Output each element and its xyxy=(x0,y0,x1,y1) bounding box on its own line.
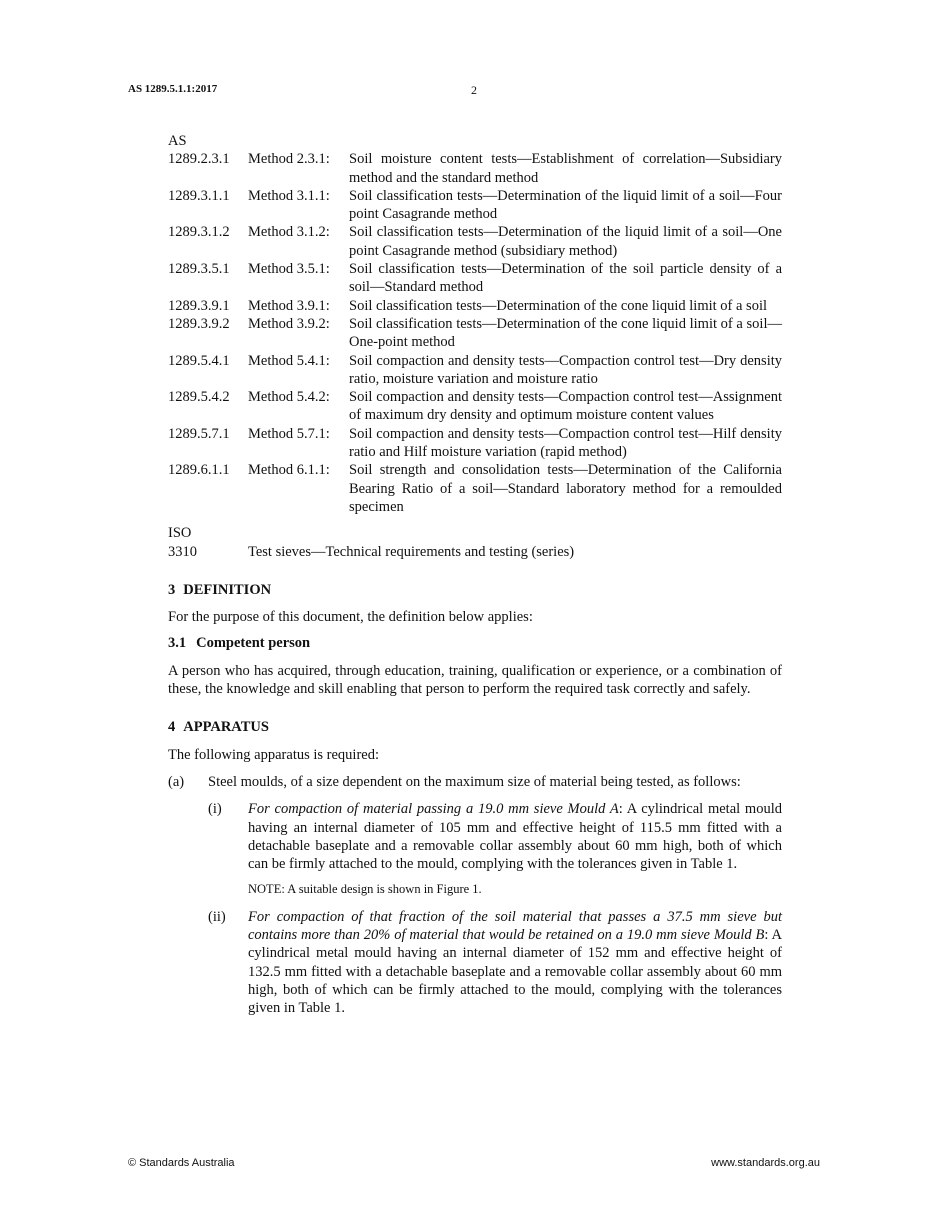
reference-title: Soil classification tests—Determination of the cone liquid limit of a soil—One-point method xyxy=(349,315,782,351)
list-item-a xyxy=(168,773,782,791)
reference-method: Method 3.1.2: xyxy=(248,224,330,241)
reference-title: Soil moisture content tests—Establishment of correlation—Subsidiary method and the standard method xyxy=(349,151,782,186)
reference-row xyxy=(168,223,782,260)
reference-row xyxy=(168,352,782,389)
sub-item-ii xyxy=(208,908,782,1018)
sub-item-i xyxy=(208,800,782,898)
reference-method: Method 6.1.1: xyxy=(248,462,330,479)
sub-item-text: : A cylindrical metal mould having an internal diameter of 105 mm and effective height of 115.5 mm fitted with a detachable baseplate and a removable collar assembly about 60 mm high, both of which can be firmly attached to the mould, complying with the tolerances given in Table 1. xyxy=(248,801,782,873)
reference-row xyxy=(168,315,782,352)
section-heading-apparatus xyxy=(168,718,782,736)
reference-method: Method 3.9.2: xyxy=(248,315,330,332)
reference-row xyxy=(168,388,782,425)
reference-row xyxy=(168,260,782,297)
footer-website: www.standards.org.au xyxy=(711,1157,820,1169)
section-intro: The following apparatus is required: xyxy=(168,746,379,763)
sub-item-lead-italic: For compaction of that fraction of the soil material that passes a 37.5 mm sieve but contains more than 20% of material that would be retained on a 19.0 mm sieve Mould B xyxy=(248,908,782,943)
reference-title: Soil compaction and density tests—Compaction control test—Hilf density ratio and Hilf moisture variation (rapid method) xyxy=(349,425,782,461)
sub-item-body xyxy=(248,908,782,1018)
reference-row xyxy=(168,543,782,561)
reference-method: Method 5.7.1: xyxy=(248,425,330,442)
reference-row xyxy=(168,425,782,462)
reference-group-label-iso: ISO xyxy=(168,525,192,542)
reference-code: 1289.3.1.2 xyxy=(168,224,230,241)
reference-method: Method 5.4.1: xyxy=(248,352,330,369)
section-title: DEFINITION xyxy=(183,581,272,598)
sub-item-label: (i) xyxy=(208,801,222,818)
definition-text: A person who has acquired, through education, training, qualification or experience, or a combination of these, the knowledge and skill enabling that person to perform the required task correctly and safely. xyxy=(168,662,782,698)
reference-title: Soil compaction and density tests—Compaction control test—Assignment of maximum dry density and optimum moisture content values xyxy=(349,389,782,424)
section-number: 4 xyxy=(168,719,176,736)
reference-code: 3310 xyxy=(168,543,197,560)
reference-title: Soil classification tests—Determination of the soil particle density of a soil—Standard method xyxy=(349,261,782,296)
header-document-code: AS 1289.5.1.1:2017 xyxy=(128,83,218,95)
reference-code: 1289.6.1.1 xyxy=(168,462,230,479)
section-intro: For the purpose of this document, the definition below applies: xyxy=(168,609,533,626)
section-heading-definition xyxy=(168,581,782,599)
list-text: Steel moulds, of a size dependent on the maximum size of material being tested, as follows: xyxy=(208,773,741,790)
reference-code: 1289.5.4.1 xyxy=(168,352,230,369)
reference-method: Method 3.5.1: xyxy=(248,261,330,278)
reference-title: Soil strength and consolidation tests—Determination of the California Bearing Ratio of a soil—Standard laboratory method for a remoulded specimen xyxy=(349,462,782,515)
page-content xyxy=(168,132,782,1017)
reference-row xyxy=(168,150,782,187)
sub-item-label: (ii) xyxy=(208,908,226,925)
reference-title: Soil compaction and density tests—Compaction control test—Dry density ratio, moisture variation and moisture ratio xyxy=(349,352,782,387)
sub-item-lead-italic: For compaction of material passing a 19.0 mm sieve Mould A xyxy=(248,801,619,818)
header-page-number: 2 xyxy=(471,83,477,97)
reference-title: Soil classification tests—Determination of the cone liquid limit of a soil xyxy=(349,297,768,314)
reference-method: Method 2.3.1: xyxy=(248,151,330,168)
reference-code: 1289.2.3.1 xyxy=(168,151,230,168)
sub-item-body xyxy=(248,800,782,898)
reference-code: 1289.3.5.1 xyxy=(168,261,230,278)
reference-title: Soil classification tests—Determination of the liquid limit of a soil—Four point Casagrande method xyxy=(349,187,782,223)
reference-code: 1289.5.4.2 xyxy=(168,389,230,406)
reference-code: 1289.3.1.1 xyxy=(168,187,230,204)
subsection-number: 3.1 xyxy=(168,635,187,652)
list-label: (a) xyxy=(168,773,185,790)
reference-row xyxy=(168,461,782,516)
reference-method: Method 3.1.1: xyxy=(248,187,330,204)
reference-code: 1289.5.7.1 xyxy=(168,425,230,442)
subsection-heading-competent-person xyxy=(168,634,782,652)
subsection-title: Competent person xyxy=(196,635,311,652)
footer-copyright: © Standards Australia xyxy=(128,1157,235,1169)
note-text: NOTE: A suitable design is shown in Figure 1. xyxy=(248,882,482,897)
reference-row xyxy=(168,187,782,224)
reference-group-label-as: AS xyxy=(168,133,187,149)
sub-item-text: : A cylindrical metal mould having an internal diameter of 152 mm and effective height of 132.5 mm fitted with a detachable baseplate and a removable collar assembly about 60 mm high, both of which can be firmly attached to the mould, complying with the tolerances given in Table 1. xyxy=(248,926,782,1017)
reference-row xyxy=(168,297,782,315)
section-title: APPARATUS xyxy=(183,719,269,736)
reference-code: 1289.3.9.1 xyxy=(168,297,230,314)
reference-method: Method 5.4.2: xyxy=(248,389,330,406)
reference-title: Test sieves—Technical requirements and testing (series) xyxy=(248,543,575,560)
reference-method: Method 3.9.1: xyxy=(248,297,330,314)
reference-code: 1289.3.9.2 xyxy=(168,315,230,332)
reference-title: Soil classification tests—Determination of the liquid limit of a soil—One point Casagrande method (subsidiary method) xyxy=(349,224,782,259)
section-number: 3 xyxy=(168,581,176,598)
